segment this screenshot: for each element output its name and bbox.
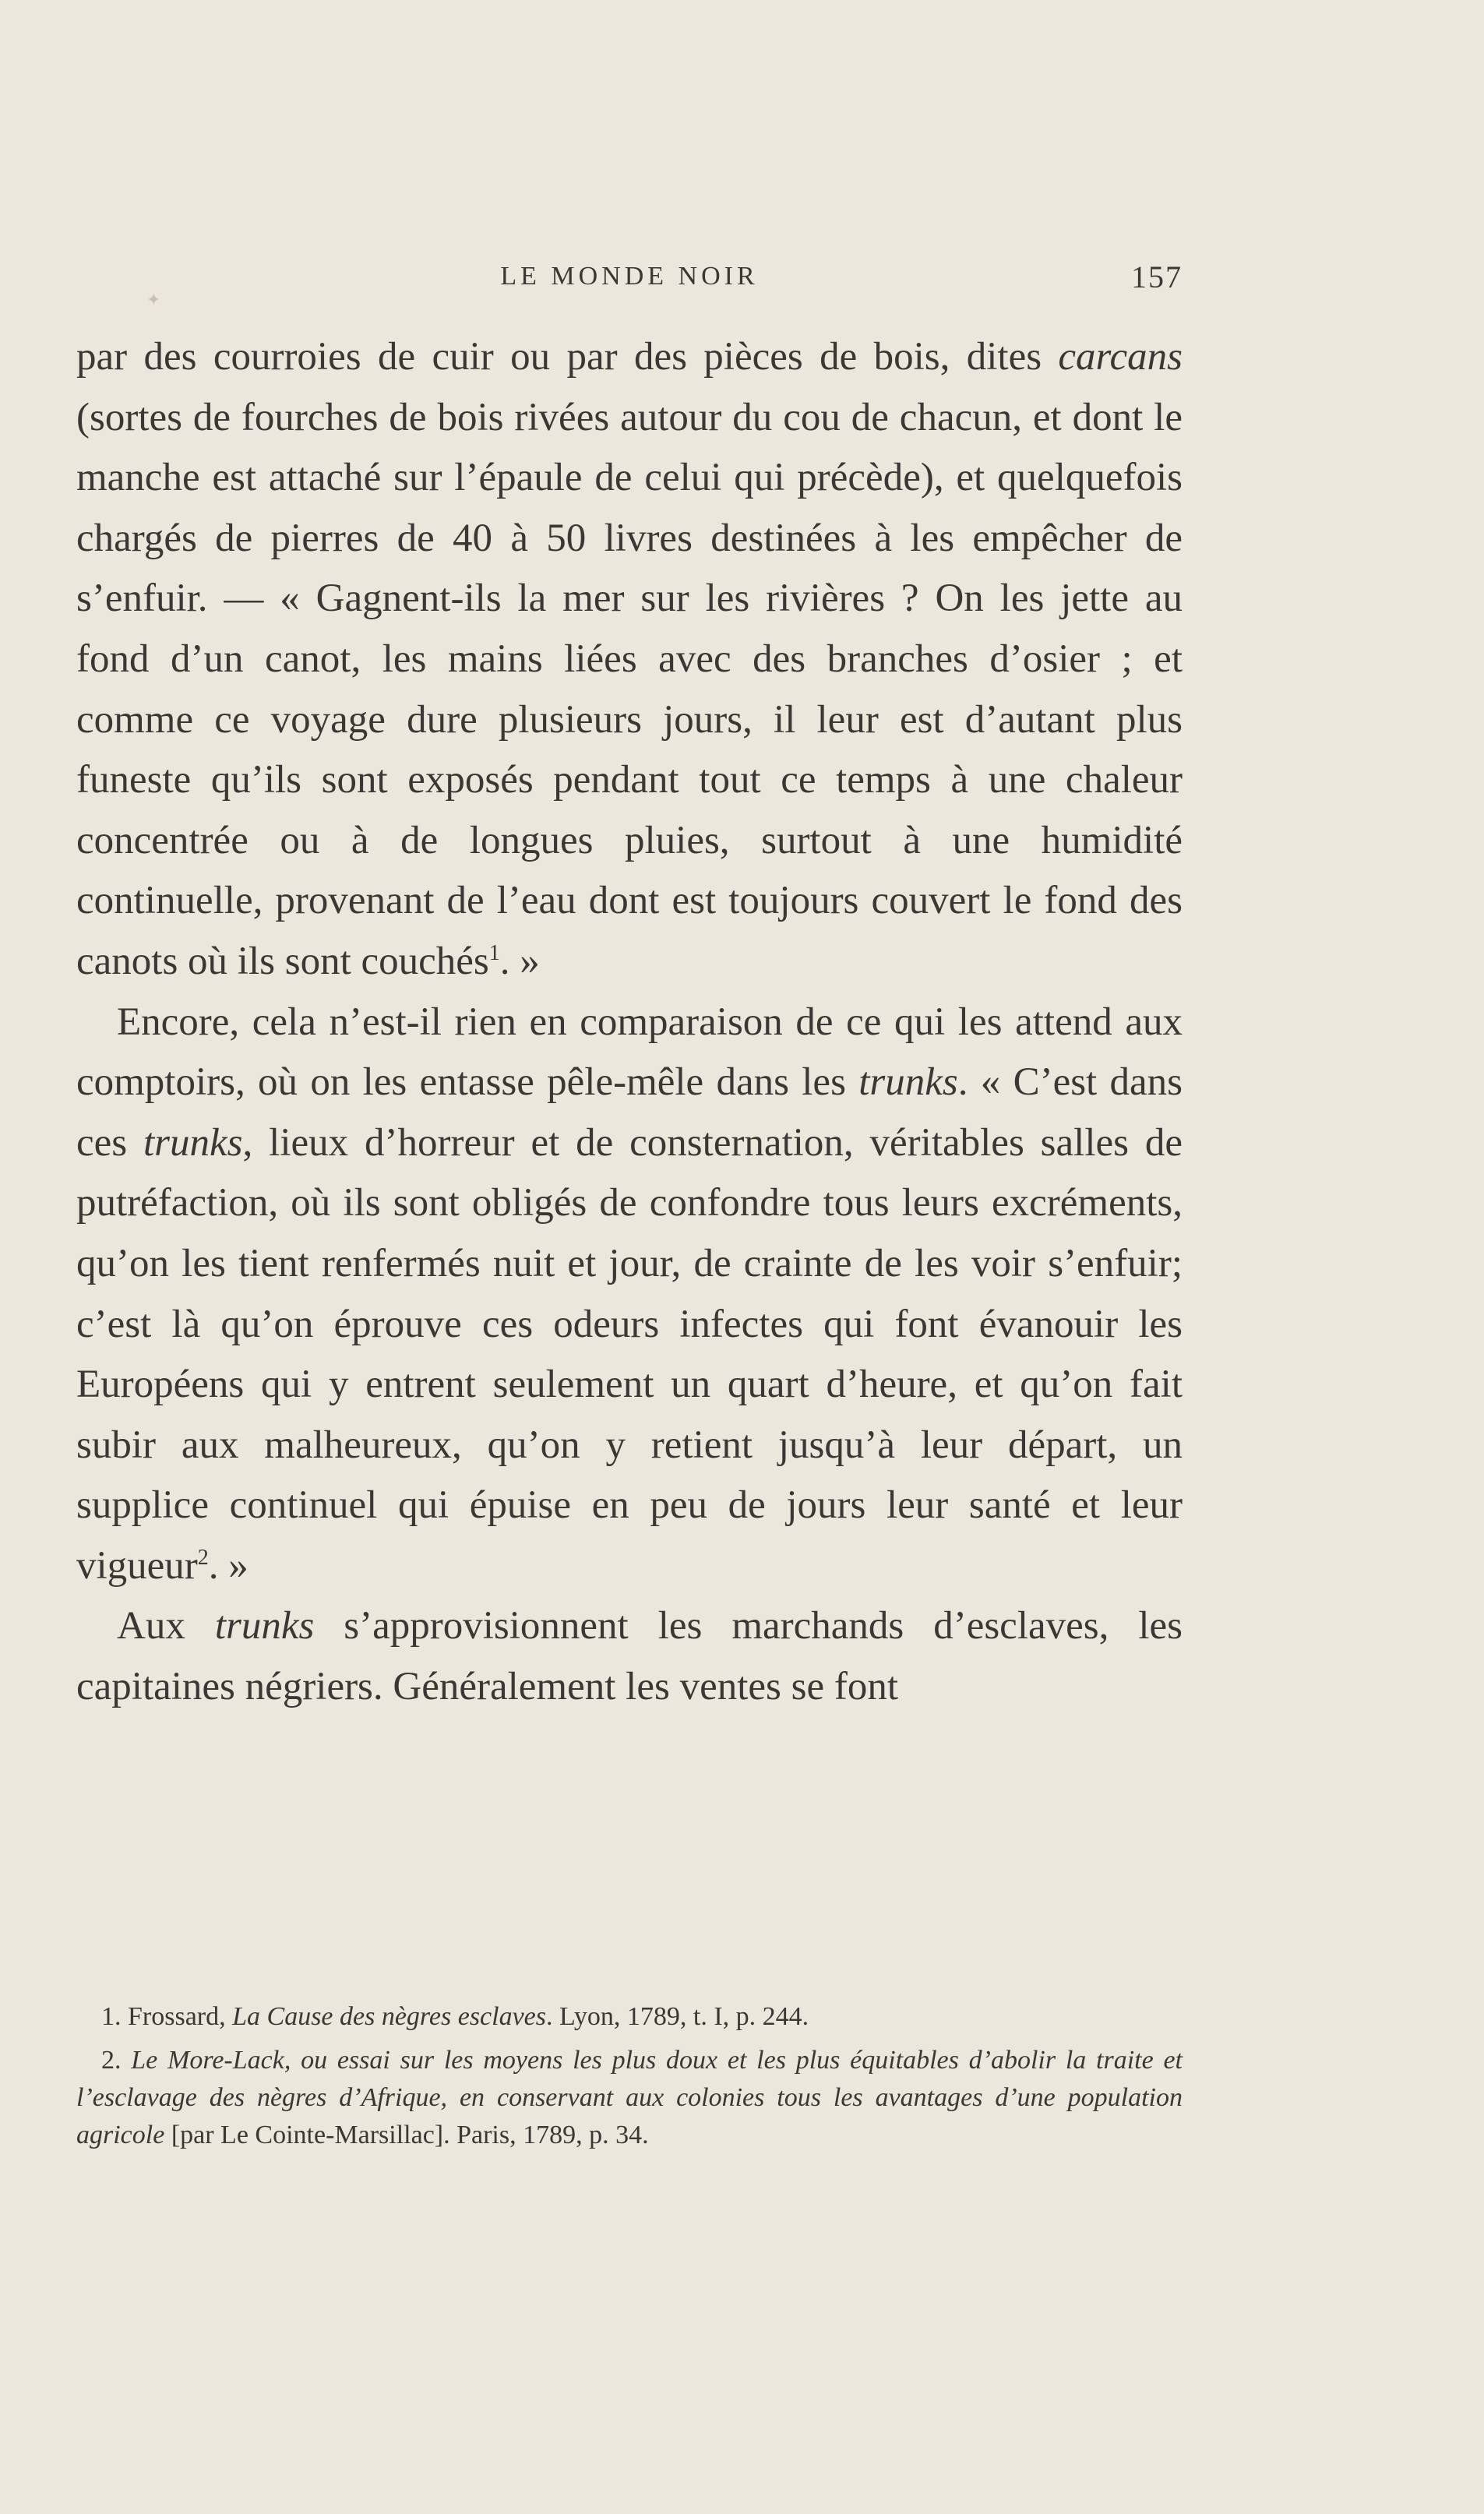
- footnote-2-title: Le More-Lack, ou essai sur les moyens les plus doux et les plus équitables d’abolir la traite et l’esclavage des nègres d’Afrique, en conservant aux colonies tous les avantages d’une population agricole: [76, 2046, 1183, 2149]
- italic-term-trunks-2: trunks: [143, 1120, 243, 1165]
- footnote-1: [76, 1998, 1183, 2036]
- footnote-2: [76, 2042, 1183, 2154]
- paper-speck: ✦: [146, 290, 161, 309]
- running-head: [76, 251, 1183, 298]
- paragraph-1: [76, 327, 1183, 993]
- footnote-1-title: La Cause des nègres esclaves: [232, 2002, 546, 2031]
- footnotes: [76, 1998, 1183, 2154]
- paragraph-3-text-1: Aux: [117, 1604, 215, 1648]
- paragraph-2-text-4: . »: [208, 1543, 249, 1588]
- footnote-2-number: 2.: [101, 2046, 122, 2075]
- running-title: LE MONDE NOIR: [500, 262, 759, 291]
- footnote-1-text-1: Frossard,: [128, 2002, 233, 2031]
- footnote-1-text-2: . Lyon, 1789, t. I, p. 244.: [546, 2002, 809, 2031]
- italic-term-trunks-1: trunks: [858, 1060, 958, 1105]
- paragraph-2-text-3: , lieux d’horreur et de consternation, véritables salles de putréfaction, où ils sont obligés de confondre tous leurs excréments, qu’on les tient renfermés nuit et jour, de crainte de les voir s’enfuir; c’est là qu’on éprouve ces odeurs infectes qui font évanouir les Européens qui y entrent seulement un quart d’heure, et qu’on fait subir aux malheureux, qu’on y retient jusqu’à leur départ, un supplice continuel qui épuise en peu de jours leur santé et leur vigueur: [76, 1120, 1183, 1588]
- body-text: [76, 327, 1183, 1718]
- page-number: 157: [1131, 259, 1183, 294]
- footnote-2-text: [par Le Cointe-Marsillac]. Paris, 1789, p. 34.: [164, 2121, 649, 2149]
- italic-term-trunks-3: trunks: [214, 1604, 315, 1648]
- paragraph-3: [76, 1596, 1183, 1717]
- paragraph-1-text-2: (sortes de fourches de bois rivées autour du cou de chacun, et dont le manche est attaché sur l’épaule de celui qui précède), et quelquefois chargés de pierres de 40 à 50 livres destinées à les empêcher de s’enfuir. — « Gagnent-ils la mer sur les rivières ? On les jette au fond d’un canot, les mains liées avec des branches d’osier ; et comme ce voyage dure plusieurs jours, il leur est d’autant plus funeste qu’ils sont exposés pendant tout ce temps à une chaleur concentrée ou à de longues pluies, surtout à une humidité continuelle, provenant de l’eau dont est toujours couvert le fond des canots où ils sont couchés: [76, 395, 1183, 983]
- paragraph-1-text-1: par des courroies de cuir ou par des pièces de bois, dites: [76, 335, 1059, 379]
- paragraph-3-text-2: s’approvisionnent les marchands d’esclaves, les capitaines négriers. Généralement les ventes se font: [76, 1604, 1183, 1709]
- paragraph-2: [76, 993, 1183, 1597]
- footnote-1-number: 1.: [101, 2002, 122, 2031]
- paragraph-2-text-2: . « C’est dans ces: [76, 1060, 1183, 1165]
- paragraph-2-text-1: Encore, cela n’est-il rien en comparaison de ce qui les attend aux comptoirs, où on les entasse pêle-mêle dans les: [76, 1000, 1183, 1105]
- footnote-ref-2: 2: [197, 1545, 209, 1570]
- paragraph-1-text-3: . »: [499, 939, 540, 983]
- footnote-ref-1: 1: [488, 940, 500, 965]
- italic-term-carcans: carcans: [1058, 335, 1183, 379]
